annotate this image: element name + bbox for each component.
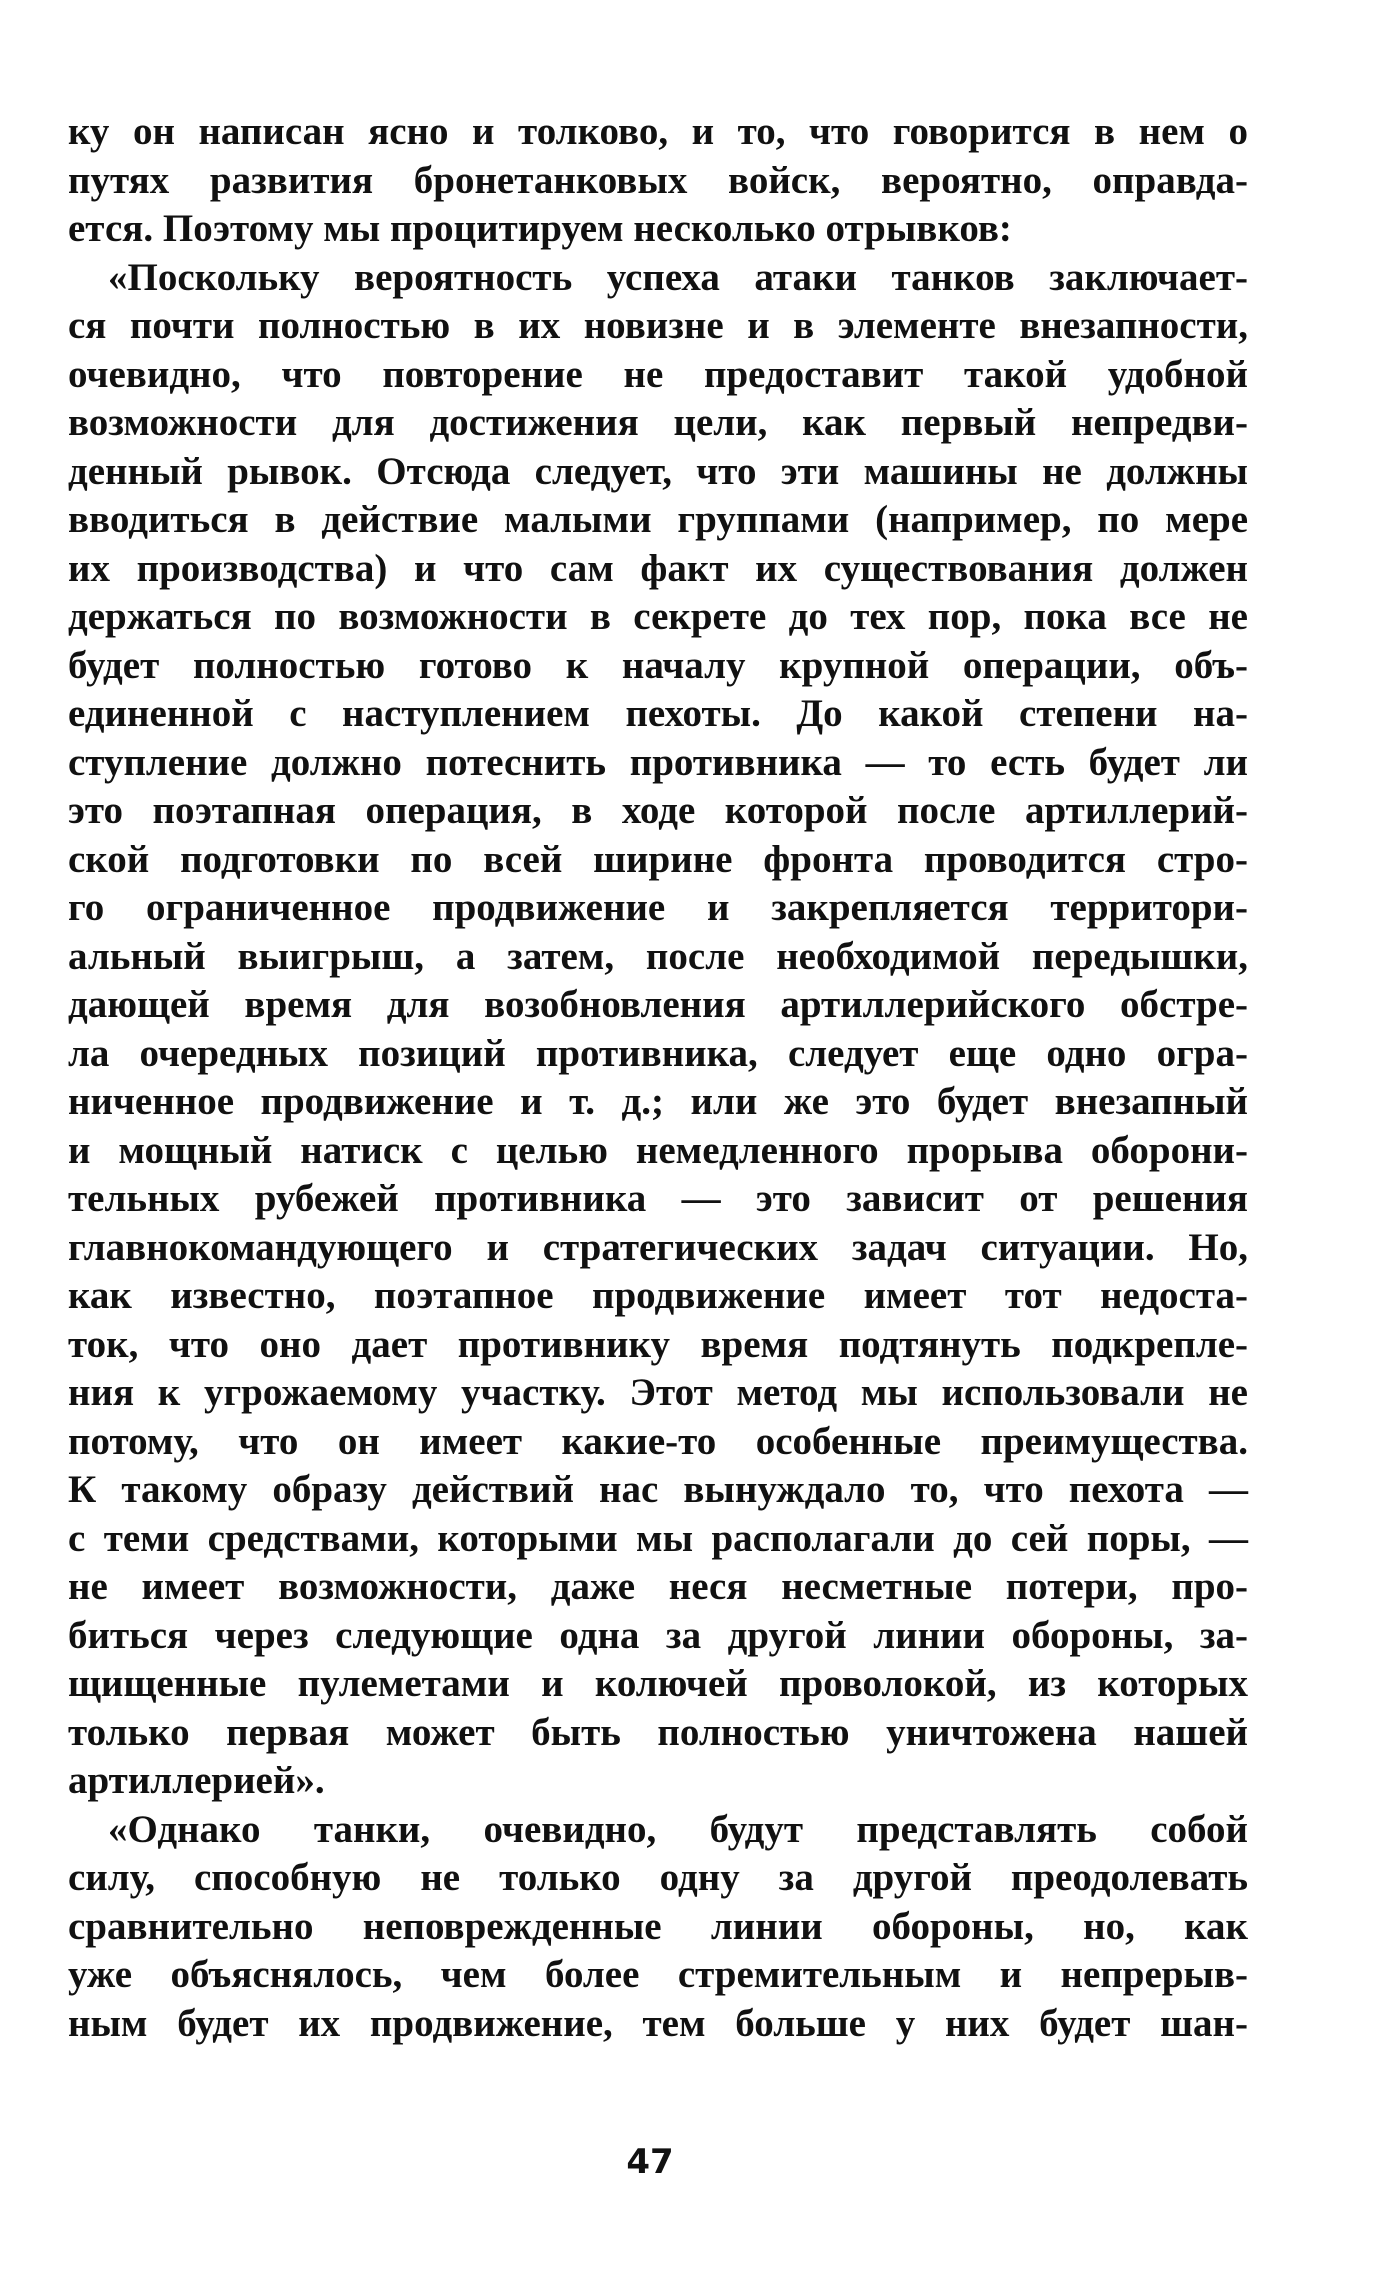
text-line: ния к угрожаемому участку. Этот метод мы использовали не [68, 1371, 1248, 1414]
text-line: как известно, поэтапное продвижение имеет тот недоста- [68, 1274, 1248, 1317]
text-line: ток, что оно дает противнику время подтянуть подкрепле- [68, 1322, 1248, 1366]
text-line: альный выигрыш, а затем, после необходимой передышки, [68, 934, 1248, 978]
text-line: ниченное продвижение и т. д.; или же это будет внезапный [68, 1080, 1248, 1123]
text-line: ской подготовки по всей ширине фронта проводится стро- [68, 837, 1248, 881]
body-text [68, 108, 1248, 2048]
text-line: силу, способную не только одну за другой преодолевать [68, 1856, 1248, 1899]
text-line: ся почти полностью в их новизне и в элементе внезапности, [68, 304, 1248, 347]
text-line: денный рывок. Отсюда следует, что эти машины не должны [68, 449, 1248, 493]
text-line: это поэтапная операция, в ходе которой после артиллерий- [68, 789, 1248, 832]
text-line: биться через следующие одна за другой линии обороны, за- [68, 1613, 1248, 1657]
text-line: очевидно, что повторение не предоставит такой удобной [68, 352, 1248, 396]
text-line: ку он написан ясно и толково, и то, что говорится в нем о [68, 110, 1248, 153]
text-line: щищенные пулеметами и колючей проволокой, из которых [68, 1662, 1248, 1705]
text-line: только первая может быть полностью уничтожена нашей [68, 1710, 1248, 1754]
text-line: уже объяснялось, чем более стремительным и непрерыв- [68, 1953, 1248, 1996]
text-line: ным будет их продвижение, тем больше у них будет шан- [68, 2001, 1248, 2045]
text-line: вводиться в действие малыми группами (например, по мере [68, 498, 1248, 541]
text-line: К такому образу действий нас вынуждало то, что пехота — [68, 1468, 1248, 1511]
text-line: главнокомандующего и стратегических задач ситуации. Но, [68, 1225, 1248, 1269]
text-line: «Поскольку вероятность успеха атаки танков заключает- [108, 255, 1248, 299]
text-line: будет полностью готово к началу крупной операции, объ- [68, 643, 1248, 687]
text-line: го ограниченное продвижение и закрепляется территори- [68, 886, 1248, 929]
text-line: дающей время для возобновления артиллерийского обстре- [68, 983, 1248, 1026]
text-line: не имеет возможности, даже неся несметные потери, про- [68, 1565, 1248, 1608]
text-line: единенной с наступлением пехоты. До какой степени на- [68, 692, 1248, 735]
text-line: ступление должно потеснить противника — то есть будет ли [68, 740, 1248, 784]
text-line: и мощный натиск с целью немедленного прорыва оборони- [68, 1128, 1248, 1172]
text-line: ла очередных позиций противника, следует еще одно огра- [68, 1031, 1248, 1075]
text-line: путях развития бронетанковых войск, вероятно, оправда- [68, 158, 1248, 202]
text-line: «Однако танки, очевидно, будут представлять собой [108, 1807, 1248, 1851]
text-line: артиллерией». [68, 1759, 325, 1802]
text-line: тельных рубежей противника — это зависит от решения [68, 1177, 1248, 1220]
text-line: их производства) и что сам факт их существования должен [68, 546, 1248, 590]
text-line: потому, что он имеет какие-то особенные преимущества. [68, 1419, 1248, 1463]
text-line: ется. Поэтому мы процитируем несколько отрывков: [68, 207, 1012, 250]
text-line: сравнительно неповрежденные линии обороны, но, как [68, 1904, 1248, 1948]
text-line: держаться по возможности в секрете до тех пор, пока все не [68, 595, 1248, 638]
text-line: с теми средствами, которыми мы располагали до сей поры, — [68, 1516, 1248, 1560]
page-number: 47 [626, 2142, 674, 2182]
text-line: возможности для достижения цели, как первый непредви- [68, 401, 1248, 444]
